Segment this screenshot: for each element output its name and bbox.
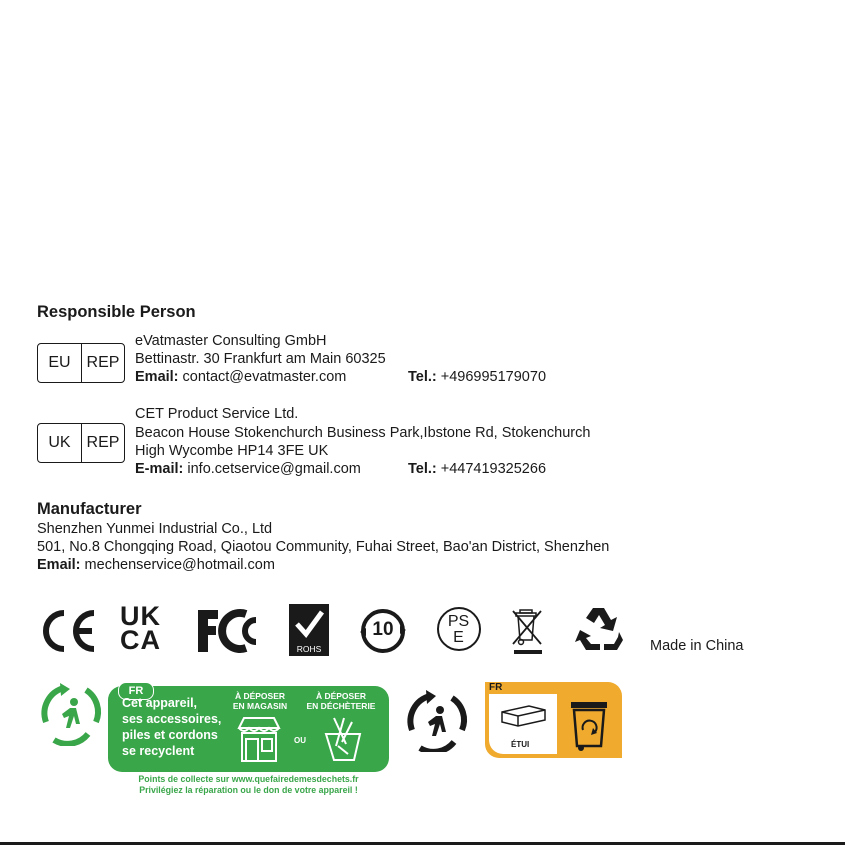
uk-email-line — [135, 460, 361, 478]
eu-tel-line — [408, 368, 546, 386]
uk-email-label: E-mail: — [135, 461, 184, 477]
fcc-mark-icon — [196, 608, 264, 654]
dump-bin-icon — [318, 716, 368, 764]
eu-email: contact@evatmaster.com — [182, 369, 347, 385]
uk-rep-box — [37, 423, 125, 463]
eu-address: Bettinastr. 30 Frankfurt am Main 60325 — [135, 351, 386, 367]
eu-rep-box — [37, 343, 125, 383]
fr-tag-box: FR — [489, 682, 503, 693]
eu-label: EU — [38, 344, 82, 382]
recycle-line-2: ses accessoires, — [122, 712, 222, 726]
collect-points-text: Points de collecte sur www.quefairedemesdechets.fr — [138, 774, 359, 784]
triman-green-icon — [36, 682, 106, 746]
made-in-china-label: Made in China — [650, 638, 744, 654]
recycle-line-3: piles et cordons — [122, 728, 218, 742]
store-icon — [236, 716, 282, 764]
epup-label: 10 — [372, 619, 394, 640]
weee-crossed-bin-icon — [510, 606, 546, 656]
uk-tel: +447419325266 — [440, 461, 547, 477]
fr-tag: FR — [118, 682, 154, 700]
uk-address-1: Beacon House Stokenchurch Business Park,Ibstone Rd, Stokenchurch — [135, 425, 591, 441]
rohs-mark-icon — [289, 604, 329, 656]
pse-top: PS — [447, 613, 470, 630]
uk-company: CET Product Service Ltd. — [135, 406, 299, 422]
rep-label: REP — [86, 354, 120, 371]
pse-mark-icon — [437, 607, 481, 651]
uk-label: UK — [38, 424, 82, 462]
manufacturer-company: Shenzhen Yunmei Industrial Co., Ltd — [37, 521, 273, 537]
store-header-2: EN MAGASIN — [232, 700, 288, 711]
ukca-top: UK — [120, 601, 161, 631]
uk-address-2: High Wycombe HP14 3FE UK — [135, 443, 329, 459]
recycle-line-1: Cet appareil, — [122, 696, 198, 710]
triman-info-panel — [108, 686, 389, 796]
uk-tel-line — [408, 460, 546, 478]
store-header-1: À DÉPOSER — [234, 691, 286, 701]
rep-label: REP — [86, 434, 120, 451]
ce-mark-icon — [36, 608, 98, 654]
eu-tel: +496995179070 — [440, 369, 547, 385]
uk-tel-label: Tel.: — [408, 461, 437, 477]
box-case-icon — [499, 702, 549, 728]
ukca-mark-icon — [120, 601, 170, 655]
etui-label: ÉTUI — [511, 740, 530, 749]
rohs-label: ROHS — [296, 644, 322, 654]
ou-label: OU — [294, 736, 306, 745]
dump-header-1: À DÉPOSER — [315, 691, 367, 701]
dump-header — [304, 692, 378, 711]
eu-email-label: Email: — [135, 369, 179, 385]
pse-bottom: E — [453, 629, 464, 646]
recycle-bin-icon — [569, 698, 609, 752]
uk-email: info.cetservice@gmail.com — [187, 461, 361, 477]
eu-company: eVatmaster Consulting GmbH — [135, 333, 327, 349]
ukca-bottom: CA — [120, 625, 161, 655]
manufacturer-email-line — [37, 556, 275, 574]
eu-tel-label: Tel.: — [408, 369, 437, 385]
manufacturer-email-label: Email: — [37, 557, 81, 573]
recycle-icon — [574, 604, 624, 652]
check-icon — [289, 606, 329, 644]
recycle-line-4: se recyclent — [122, 744, 195, 758]
eu-email-line — [135, 368, 346, 386]
triman-black-icon — [400, 688, 472, 752]
responsible-person-heading: Responsible Person — [37, 303, 196, 321]
dump-header-2: EN DÉCHÈTERIE — [306, 700, 376, 711]
store-header — [228, 692, 292, 711]
manufacturer-heading: Manufacturer — [37, 500, 142, 518]
manufacturer-email: mechenservice@hotmail.com — [84, 557, 275, 573]
repair-text: Privilégiez la réparation ou le don de votre appareil ! — [139, 785, 358, 795]
manufacturer-address: 501, No.8 Chongqing Road, Qiaotou Community, Fuhai Street, Bao'an District, Shenzhen — [37, 539, 610, 555]
fr-sorting-panel — [485, 682, 622, 758]
